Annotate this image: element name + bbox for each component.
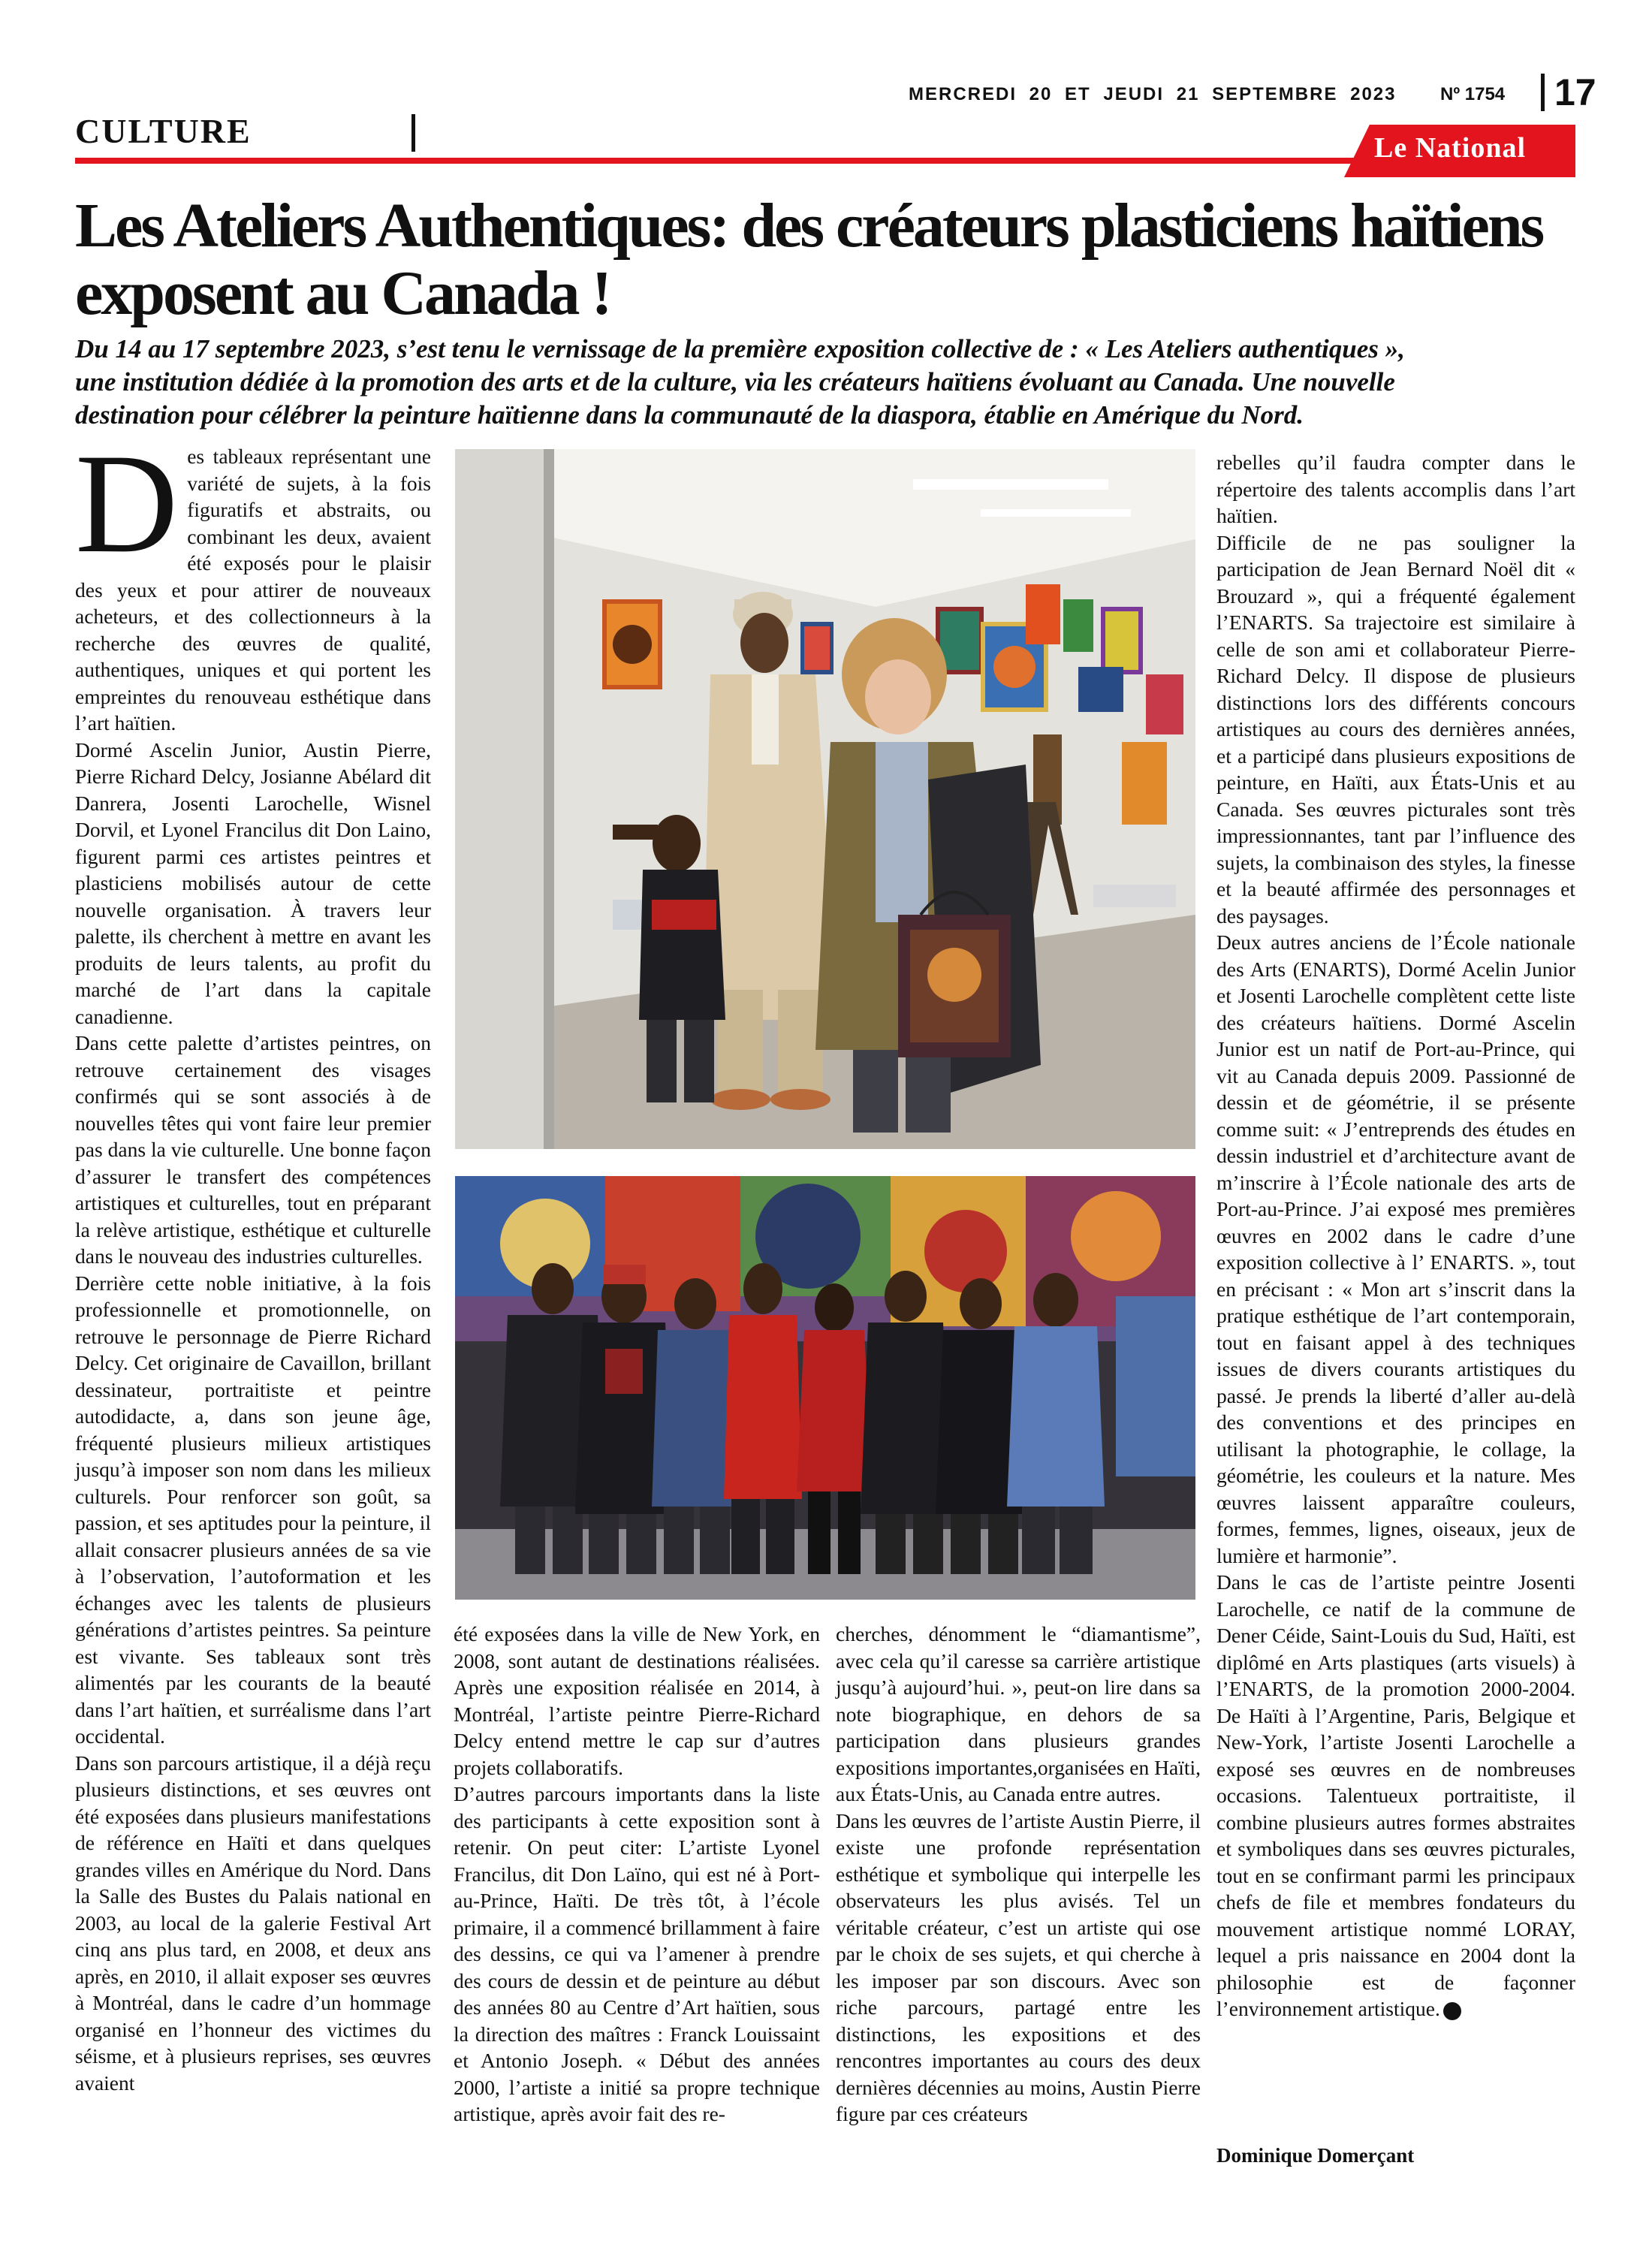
paragraph — [1216, 1569, 1575, 2022]
lead-line: destination pour célébrer la peinture haïtienne dans la communauté de la diaspora, établie en Amérique du Nord. — [75, 400, 1304, 430]
byline: Dominique Domerçant — [1216, 2144, 1415, 2167]
paragraph: es tableaux représentant une variété de sujets, à la fois figuratifs et abstraits, ou combinant les deux, avaient été exposés pour le plaisir des yeux et pour attirer de nouveaux acheteurs, et des collectionneurs à la recherche des œuvres de qualité, authentiques, uniques et qui portent les empreintes du renouveau esthétique dans l’art haïtien. — [75, 445, 431, 734]
section-label: CULTURE — [75, 112, 252, 150]
gallery-visitors-photo — [455, 449, 1195, 1149]
brand-name: Le National — [1374, 132, 1527, 164]
paragraph-text: Dans le cas de l’artiste peintre Josenti Larochelle, ce natif de la commune de Dener Céide, Saint-Louis du Sud, Haïti, est diplômé en Arts plastiques (arts visuels) à l’ENARTS, de la promotion 2000-2004. De Haïti à l’Argentine, Paris, Belgique et New-York, l’artiste Josenti Larochelle a exposé ses œuvres en de nombreuses occasions. Talentueux portraitiste, il combine plusieurs autres formes abstraites et symboliques dans ses œuvres picturales, tout en se confirmant parmi les principaux chefs de file et membres fondateurs du mouvement artistique nommé LORAY, lequel a pris naissance en 2004 dont la philosophie est de façonner l’environnement artistique. — [1216, 1570, 1575, 2020]
paragraph: Dans cette palette d’artistes peintres, on retrouve certainement des visages confirmés qui se sont associés à de nouvelles têtes qui vont faire leur premier pas dans la vie culturelle. Une bonne façon d’assurer le transfert des compétences artistiques et culturelles, tout en préparant la relève artistique, esthétique et culturelle dans le nouveau des industries culturelles. — [75, 1031, 431, 1268]
end-of-article-icon — [1443, 2002, 1461, 2020]
article-column-4 — [1216, 449, 1575, 2022]
paragraph: Dans son parcours artistique, il a déjà reçu plusieurs distinctions, et ses œuvres ont été exposées dans plusieurs manifestations de référence en Haïti et dans quelques grandes villes en Amérique du Nord. Dans la Salle des Bustes du Palais national en 2003, au local de la galerie Festival Art cinq ans plus tard, en 2008, et deux ans après, en 2010, il allait exposer ses œuvres à Montréal, dans le cadre d’un hommage organisé en l’honneur des victimes du séisme, et à plusieurs reprises, ses œuvres avaient — [75, 1751, 431, 2095]
header-rule — [75, 158, 1575, 164]
article-column-3 — [836, 1621, 1201, 2128]
article-lead — [75, 333, 1575, 432]
page-number: 17 — [1554, 71, 1596, 113]
article-column-2 — [454, 1621, 820, 2128]
lead-line: une institution dédiée à la promotion des arts et de la culture, via les créateurs haïtiens évoluant au Canada. Une nouvelle — [75, 367, 1395, 397]
issue-date: MERCREDI 20 ET JEUDI 21 SEPTEMBRE 2023 — [909, 84, 1397, 104]
paragraph: Difficile de ne pas souligner la participation de Jean Bernard Noël dit « Brouzard », qui a fréquenté également l’ENARTS. Sa trajectoire est similaire à celle de son ami et collaborateur Pierre-Richard Delcy. Il dispose de plusieurs distinctions lors des différents concours artistiques au cours des dernières années, et a participé dans plusieurs expositions de peinture, en Haïti, aux États-Unis et au Canada. Ses œuvres picturales sont très impressionnantes, tant par l’influence des sujets, la combinaison des styles, la finesse et la beauté affirmée des personnages et des paysages. — [1216, 530, 1575, 927]
paragraph: rebelles qu’il faudra compter dans le répertoire des talents accomplis dans l’art haïtien. — [1216, 451, 1575, 527]
drop-cap: D — [75, 425, 179, 583]
issue-number: Nº 1754 — [1440, 84, 1506, 104]
paragraph: été exposées dans la ville de New York, en 2008, sont autant de destinations réalisées. Après une exposition réalisée en 2014, à Montréal, l’artiste peintre Pierre-Richard Delcy entend mettre le cap sur d’autres projets collaboratifs. — [454, 1622, 820, 1779]
section-divider — [411, 114, 415, 152]
page-number-divider — [1541, 74, 1545, 111]
article-column-1 — [75, 425, 431, 2096]
paragraph: Dans les œuvres de l’artiste Austin Pierre, il existe une profonde représentation esthétique et symbolique qui interpelle les observateurs les plus avisés. Tel un véritable créateur, c’est un artiste qui ose par le choix de ses sujets, et qui cherche à les imposer par son discours. Avec son riche parcours, partagé entre les distinctions, les expositions et des rencontres importantes au cours des deux dernières décennies au moins, Austin Pierre figure par ces créateurs — [836, 1808, 1201, 2125]
paragraph: D’autres parcours importants dans la liste des participants à cette exposition sont à retenir. On peut citer: L’artiste Lyonel Francilus, dit Don Laïno, qui est né à Port-au-Prince, Haïti. De très tôt, à l’école primaire, il a commencé brillamment à faire des dessins, ce qui va l’amener à prendre des cours de dessin et de peinture au début des années 80 au Centre d’Art haïtien, sous la direction des maîtres : Franck Louissaint et Antonio Joseph. « Début des années 2000, l’artiste a initié sa propre technique artistique, après avoir fait des re- — [454, 1782, 820, 2125]
paragraph: cherches, dénomment le “diamantisme”, avec cela qu’il caresse sa carrière artistique jusqu’à aujourd’hui. », peut-on lire dans sa note biographique, en dehors de sa participation dans plusieurs grandes expositions importantes,organisées en Haïti, aux États-Unis, au Canada entre autres. — [836, 1622, 1201, 1805]
paragraph: Dormé Ascelin Junior, Austin Pierre, Pierre Richard Delcy, Josianne Abélard dit Danrera, Josenti Larochelle, Wisnel Dorvil, et Lyonel Francilus dit Don Laino, figurent parmi ces artistes peintres et plasticiens mobilisés autour de cette nouvelle organisation. À travers leur palette, ils cherchent à mettre en avant les produits de leurs talents, au profit du marché de l’art dans la capitale canadienne. — [75, 737, 431, 1028]
paragraph: Derrière cette noble initiative, à la fois professionnelle et promotionnelle, on retrouve le personnage de Pierre Richard Delcy. Cet originaire de Cavaillon, brillant dessinateur, portraitiste et peintre autodidacte, a, dans son jeune âge, fréquenté plusieurs milieux artistiques jusqu’à imposer son nom dans les milieux culturels. Pour renforcer son goût, sa passion, et ses aptitudes pour la peinture, il allait consacrer plusieurs années de sa vie à l’observation, l’autoformation et les échanges avec les talents de plusieurs générations d’artistes peintres. Sa peinture est vivante. Ses tableaux sont très alimentés par les courants de la beauté dans l’art haïtien, et surréalisme dans l’art occidental. — [75, 1271, 431, 1748]
artists-group-photo — [455, 1176, 1195, 1600]
lead-line: Du 14 au 17 septembre 2023, s’est tenu le vernissage de la première exposition collective de : « Les Ateliers authentiques », — [75, 334, 1405, 363]
article-title: Les Ateliers Authentiques: des créateurs plasticiens haïtiens exposent au Canada ! — [75, 191, 1543, 328]
paragraph: Deux autres anciens de l’École nationale des Arts (ENARTS), Dormé Acelin Junior et Josenti Larochelle complètent cette liste des créateurs haïtiens. Dormé Ascelin Junior est un natif de Port-au-Prince, qui vit au Canada depuis 2009. Passionné de dessin et de géométrie, il se présente comme suit: « J’entreprends des études en dessin industriel et d’architecture avant de m’inscrire à l’École nationale des arts de Port-au-Prince. J’ai exposé mes premières œuvres en 2002 dans le cadre d’une exposition collective à l’ ENARTS. », tout en précisant : « Mon art s’inscrit dans la pratique esthétique de l’art contemporain, tout en faisant appel à des techniques issues de divers courants artistiques du passé. Je prends la liberté d’aller au-delà des conventions et des principes en utilisant la photographie, le collage, la géométrie, les couleurs et la nature. Mes œuvres laissent apparaître couleurs, formes, femmes, lignes, oiseaux, jeux de lumière et harmonie”. — [1216, 930, 1575, 1567]
